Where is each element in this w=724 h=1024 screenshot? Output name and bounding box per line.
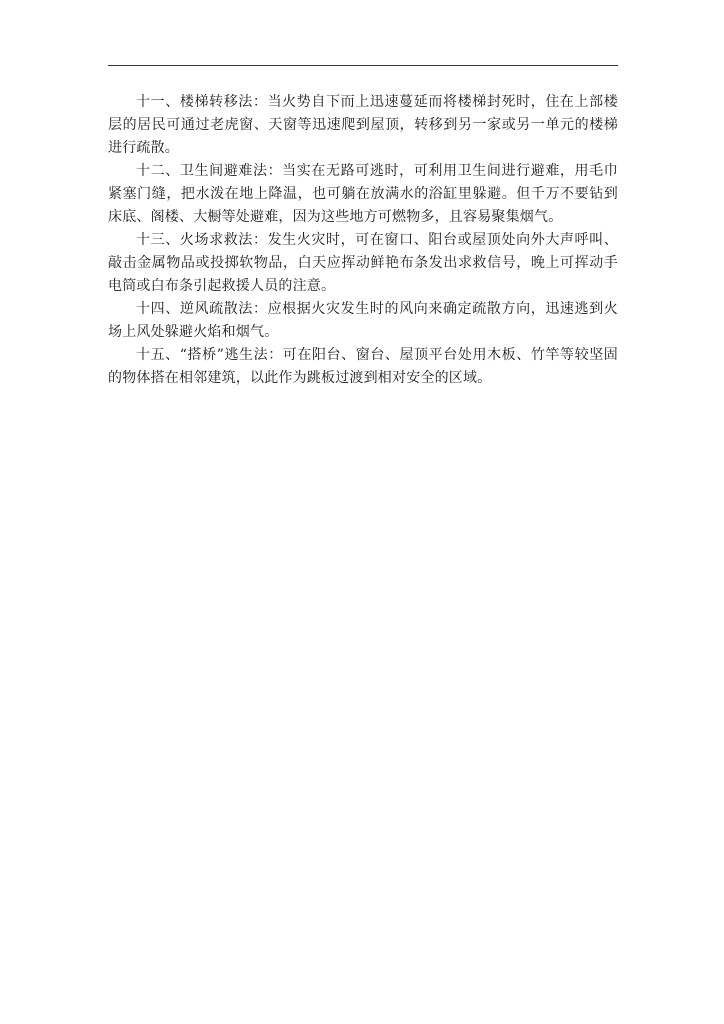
paragraph-12-bathroom-refuge: 十二、卫生间避难法：当实在无路可逃时，可利用卫生间进行避难，用毛巾紧塞门缝，把水泼在地上降温，也可躺在放满水的浴缸里躲避。但千万不要钻到床底、阁楼、大橱等处避难，因为这些地方可燃物多，且容易聚集烟气。: [108, 163, 618, 225]
paragraph-14-upwind-evacuation: 十四、逆风疏散法：应根据火灾发生时的风向来确定疏散方向，迅速逃到火场上风处躲避火焰和烟气。: [108, 301, 618, 340]
paragraph-11-stair-transfer: 十一、楼梯转移法：当火势自下而上迅速蔓延而将楼梯封死时，住在上部楼层的居民可通过老虎窗、天窗等迅速爬到屋顶，转移到另一家或另一单元的楼梯进行疏散。: [108, 94, 618, 156]
paragraph-15-bridge-escape: 十五、“搭桥”逃生法：可在阳台、窗台、屋顶平台处用木板、竹竿等较坚固的物体搭在相邻建筑，以此作为跳板过渡到相对安全的区域。: [108, 347, 618, 386]
header-rule: [108, 65, 618, 66]
paragraph-13-call-for-help: 十三、火场求救法：发生火灾时，可在窗口、阳台或屋顶处向外大声呼叫、敲击金属物品或投掷软物品，白天应挥动鲜艳布条发出求救信号，晚上可挥动手电筒或白布条引起救援人员的注意。: [108, 232, 618, 294]
document-body: [108, 91, 618, 390]
